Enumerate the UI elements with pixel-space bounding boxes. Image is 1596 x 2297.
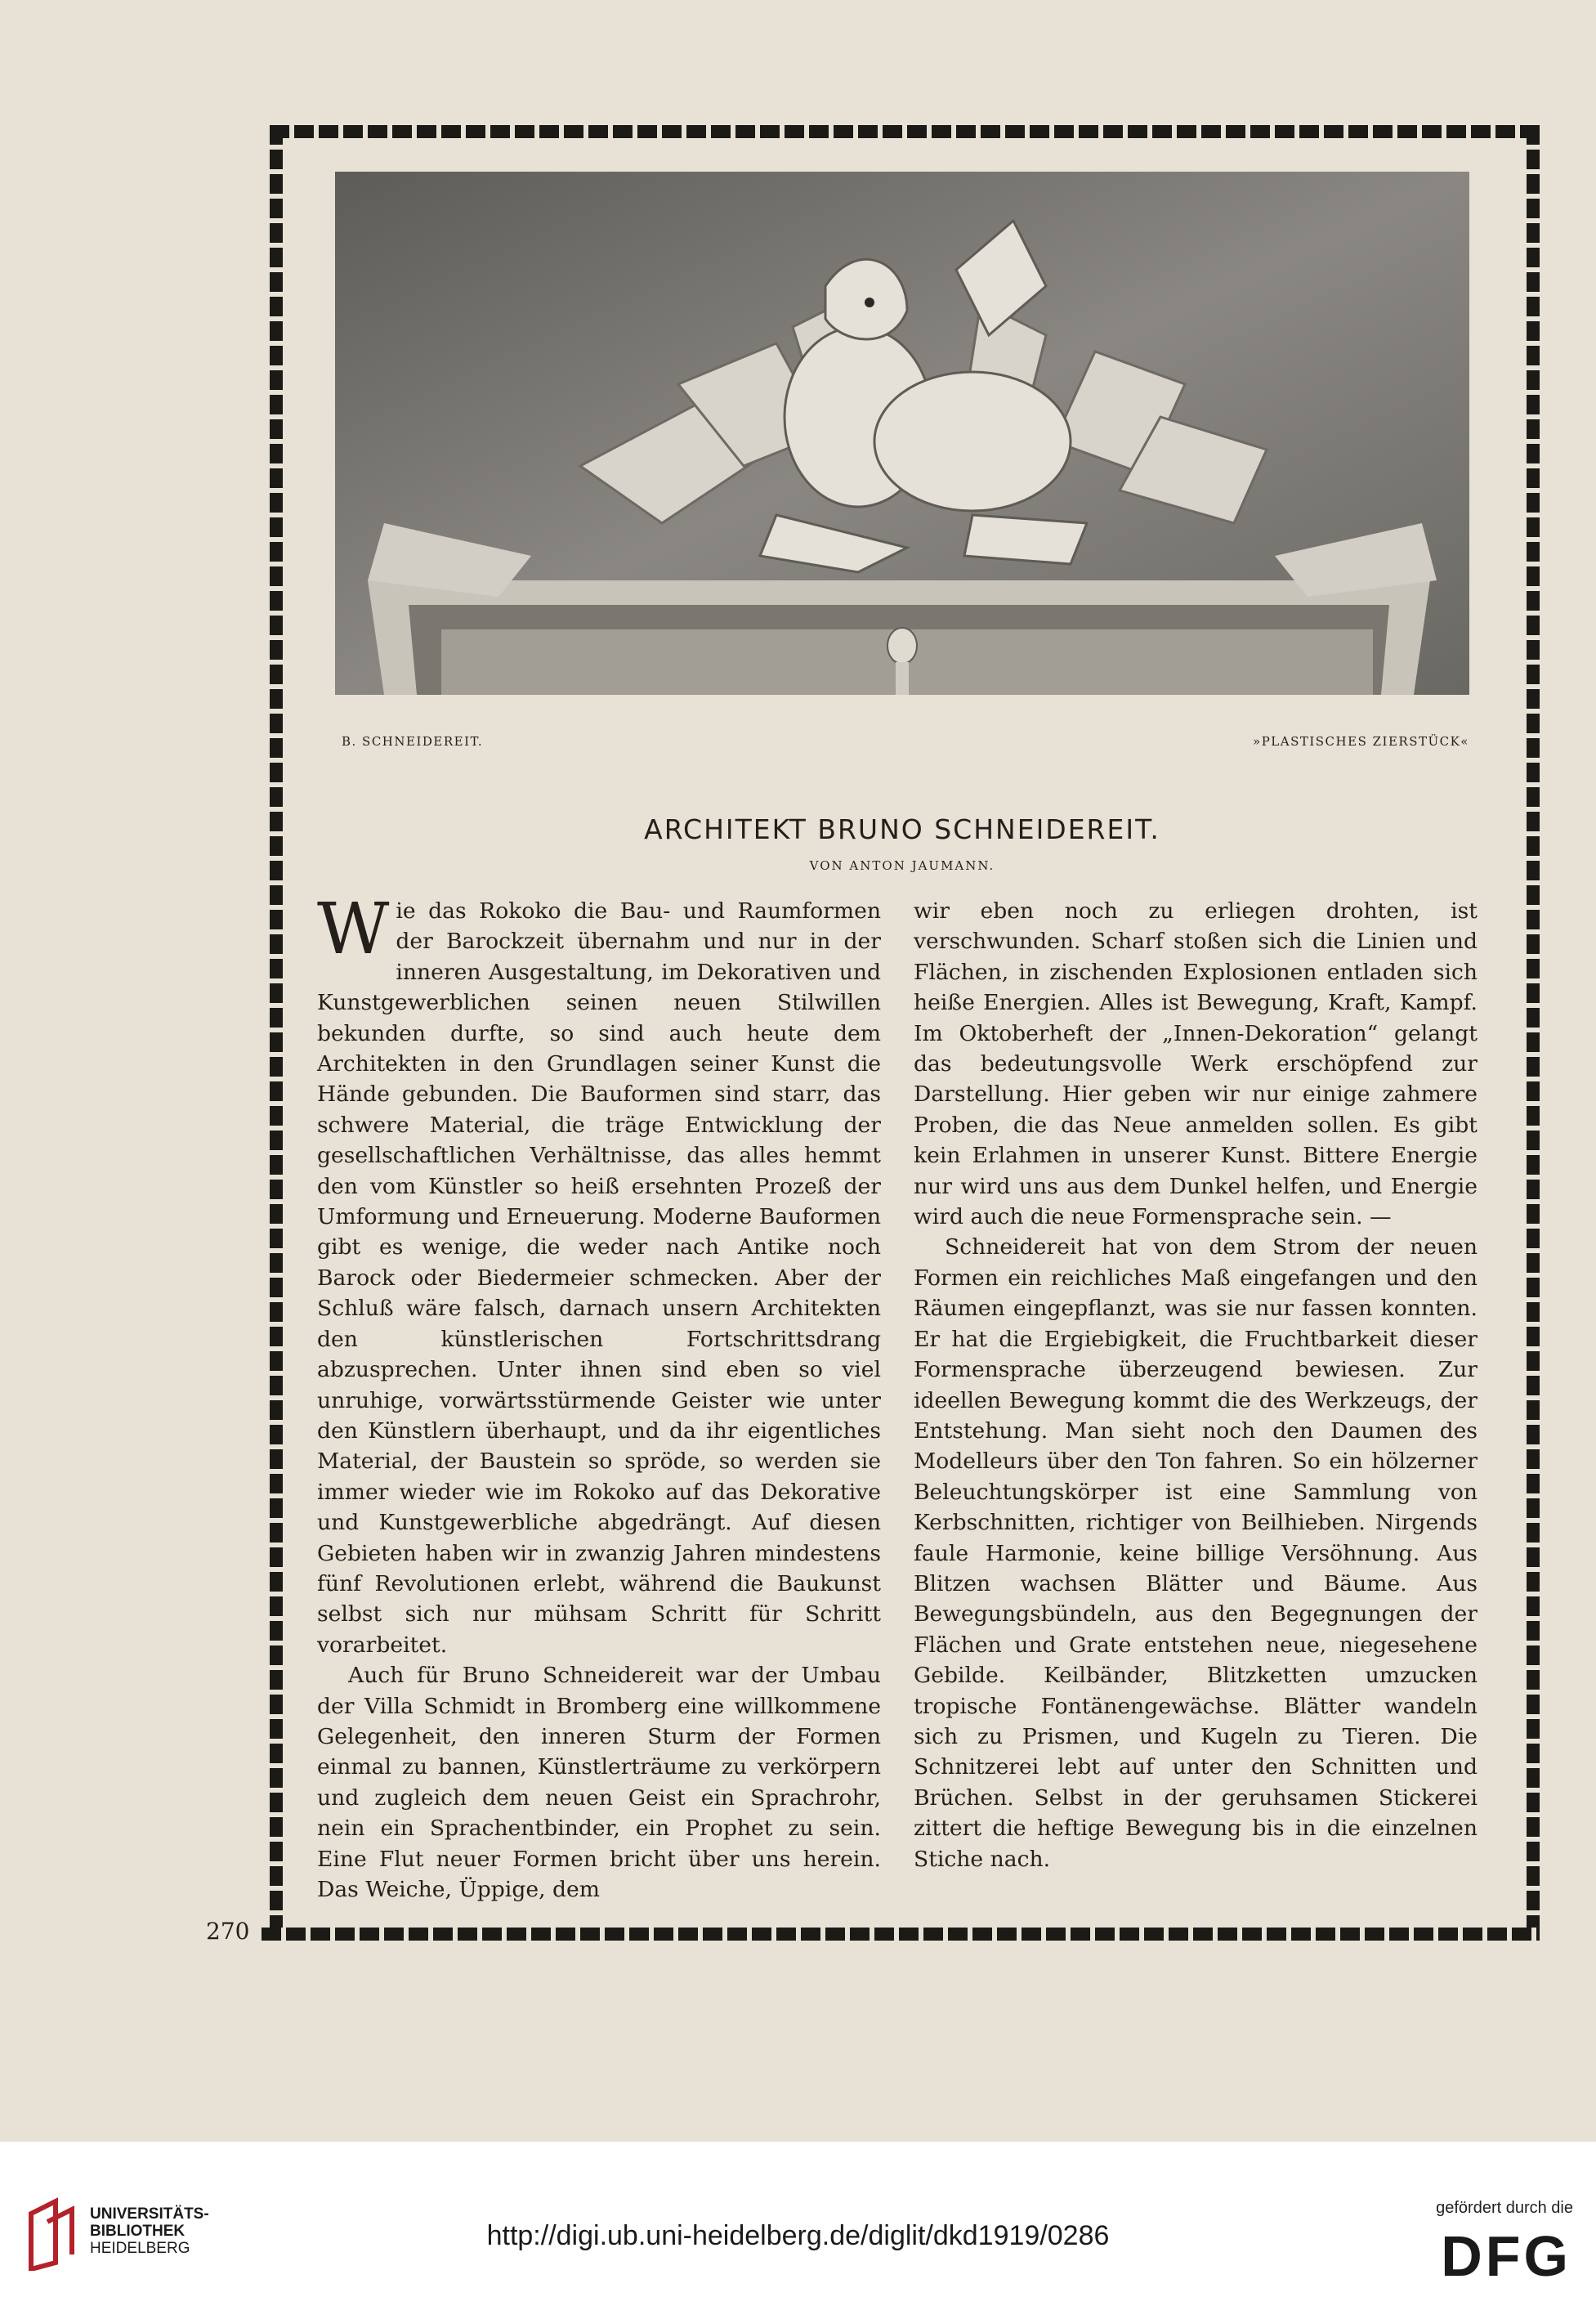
text-column-right <box>914 896 1478 1874</box>
permalink-url[interactable]: http://digi.ub.uni-heidelberg.de/diglit/dkd1919/0286 <box>486 2220 1110 2251</box>
library-line-3: HEIDELBERG <box>90 2240 190 2257</box>
decorative-border-right <box>1527 125 1540 1941</box>
article-author: VON ANTON JAUMANN. <box>809 858 995 873</box>
sculpture-photograph <box>335 172 1469 695</box>
photo-caption-title: »PLASTISCHES ZIERSTÜCK« <box>1253 734 1469 749</box>
text-column-left <box>317 889 881 1905</box>
decorative-border-left <box>270 125 283 1941</box>
digitization-footer <box>0 2142 1596 2297</box>
paragraph: Schneidereit hat von dem Strom der neuen Formen ein reichliches Maß eingefangen und den Räumen eingepflanzt, was sie nur fassen konnten. Er hat die Ergiebigkeit, die Fruchtbarkeit dieser Formensprache überzeugend bewiesen. Zur ideellen Bewegung kommt die des Werkzeugs, der Entstehung. Man sieht noch den Daumen des Modelleurs über den Ton fahren. So ein hölzerner Beleuchtungskörper ist eine Sammlung von Kerbschnitten, richtiger von Beilhieben. Nirgends faule Harmonie, keine billige Versöhnung. Aus Blitzen wachsen Blätter und Bäume. Aus Bewegungsbündeln, aus den Begegnungen der Flächen und Grate entstehen neue, niegesehene Gebilde. Keilbänder, Blitzketten umzucken tropische Fontänengewächse. Blätter wandeln sich zu Prismen, und Kugeln zu Tieren. Die Schnitzerei lebt auf unter den Schnitten und Brüchen. Selbst in der geruhsamen Stickerei zittert die heftige Bewegung bis in die einzelnen Stiche nach. <box>914 1234 1478 1872</box>
decorative-border-top <box>270 125 1540 138</box>
paragraph-text: ie das Rokoko die Bau- und Raumformen der Barockzeit übernahm und nur in der inneren Ausgestaltung, im Dekorativen und Kunstgewerblichen seinen neuen Stilwillen bekunden durfte, so sind auch heute dem Architekten in den Grundlagen seiner Kunst die Hände gebunden. Die Bauformen sind starr, das schwere Material, die träge Entwicklung der gesellschaftlichen Verhältnisse, das alles hemmt den vom Künstler so heiß ersehnten Prozeß der Umformung und Erneuerung. Moderne Bauformen gibt es wenige, die weder nach Antike noch Barock oder Biedermeier schmecken. Aber der Schluß wäre falsch, darnach unsern Architekten den künstlerischen Fortschrittsdrang abzusprechen. Unter ihnen sind eben so viel unruhige, vorwärtsstürmende Geister wie unter den Künstlern überhaupt, und da ihr eigentliches Material, der Baustein so spröde, so werden sie immer wieder wie im Rokoko auf das Dekorative und Kunstgewerbliche abgedrängt. Auf diesen Gebieten haben wir in zwanzig Jahren mindestens fünf Revolutionen erlebt, während die Baukunst selbst sich nur mühsam Schritt für Schritt vorarbeitet. <box>317 898 881 1658</box>
photo-illustration <box>335 172 1469 695</box>
page-number: 270 <box>206 1918 250 1945</box>
paragraph <box>317 889 881 1660</box>
paragraph: Auch für Bruno Schneidereit war der Umbau der Villa Schmidt in Bromberg eine willkommene Gelegenheit, den inneren Sturm der Formen einmal zu bannen, Künstlerträume zu verkörpern und zugleich dem neuen Geist ein Sprachrohr, nein ein Sprachentbinder, ein Prophet zu sein. Eine Flut neuer Formen bricht über uns herein. Das Weiche, Üppige, dem <box>317 1663 881 1902</box>
paragraph: wir eben noch zu erliegen drohten, ist verschwunden. Scharf stoßen sich die Linien und Flächen, in zischenden Explosionen entladen sich heiße Energien. Alles ist Bewegung, Kraft, Kampf. Im Oktoberheft der „Innen-Dekoration“ gelangt das bedeutungsvolle Werk erschöpfend zur Darstellung. Hier geben wir nur einige zahmere Proben, die das Neue anmelden sollen. Es gibt kein Erlahmen in unserer Kunst. Bittere Energie nur wird uns aus dem Dunkel helfen, und Energie wird auch die neue Formensprache sein. — <box>914 898 1478 1230</box>
library-line-1: UNIVERSITÄTS- <box>90 2205 209 2223</box>
funding-label: gefördert durch die <box>1436 2199 1573 2217</box>
article-title: ARCHITEKT BRUNO SCHNEIDEREIT. <box>644 813 1160 845</box>
library-line-2: BIBLIOTHEK <box>90 2223 186 2240</box>
decorative-border-bottom <box>262 1928 1540 1941</box>
drop-cap: W <box>317 889 390 970</box>
photo-caption-artist: B. SCHNEIDEREIT. <box>342 734 484 749</box>
dfg-logo-icon[interactable]: DFG <box>1441 2224 1571 2288</box>
